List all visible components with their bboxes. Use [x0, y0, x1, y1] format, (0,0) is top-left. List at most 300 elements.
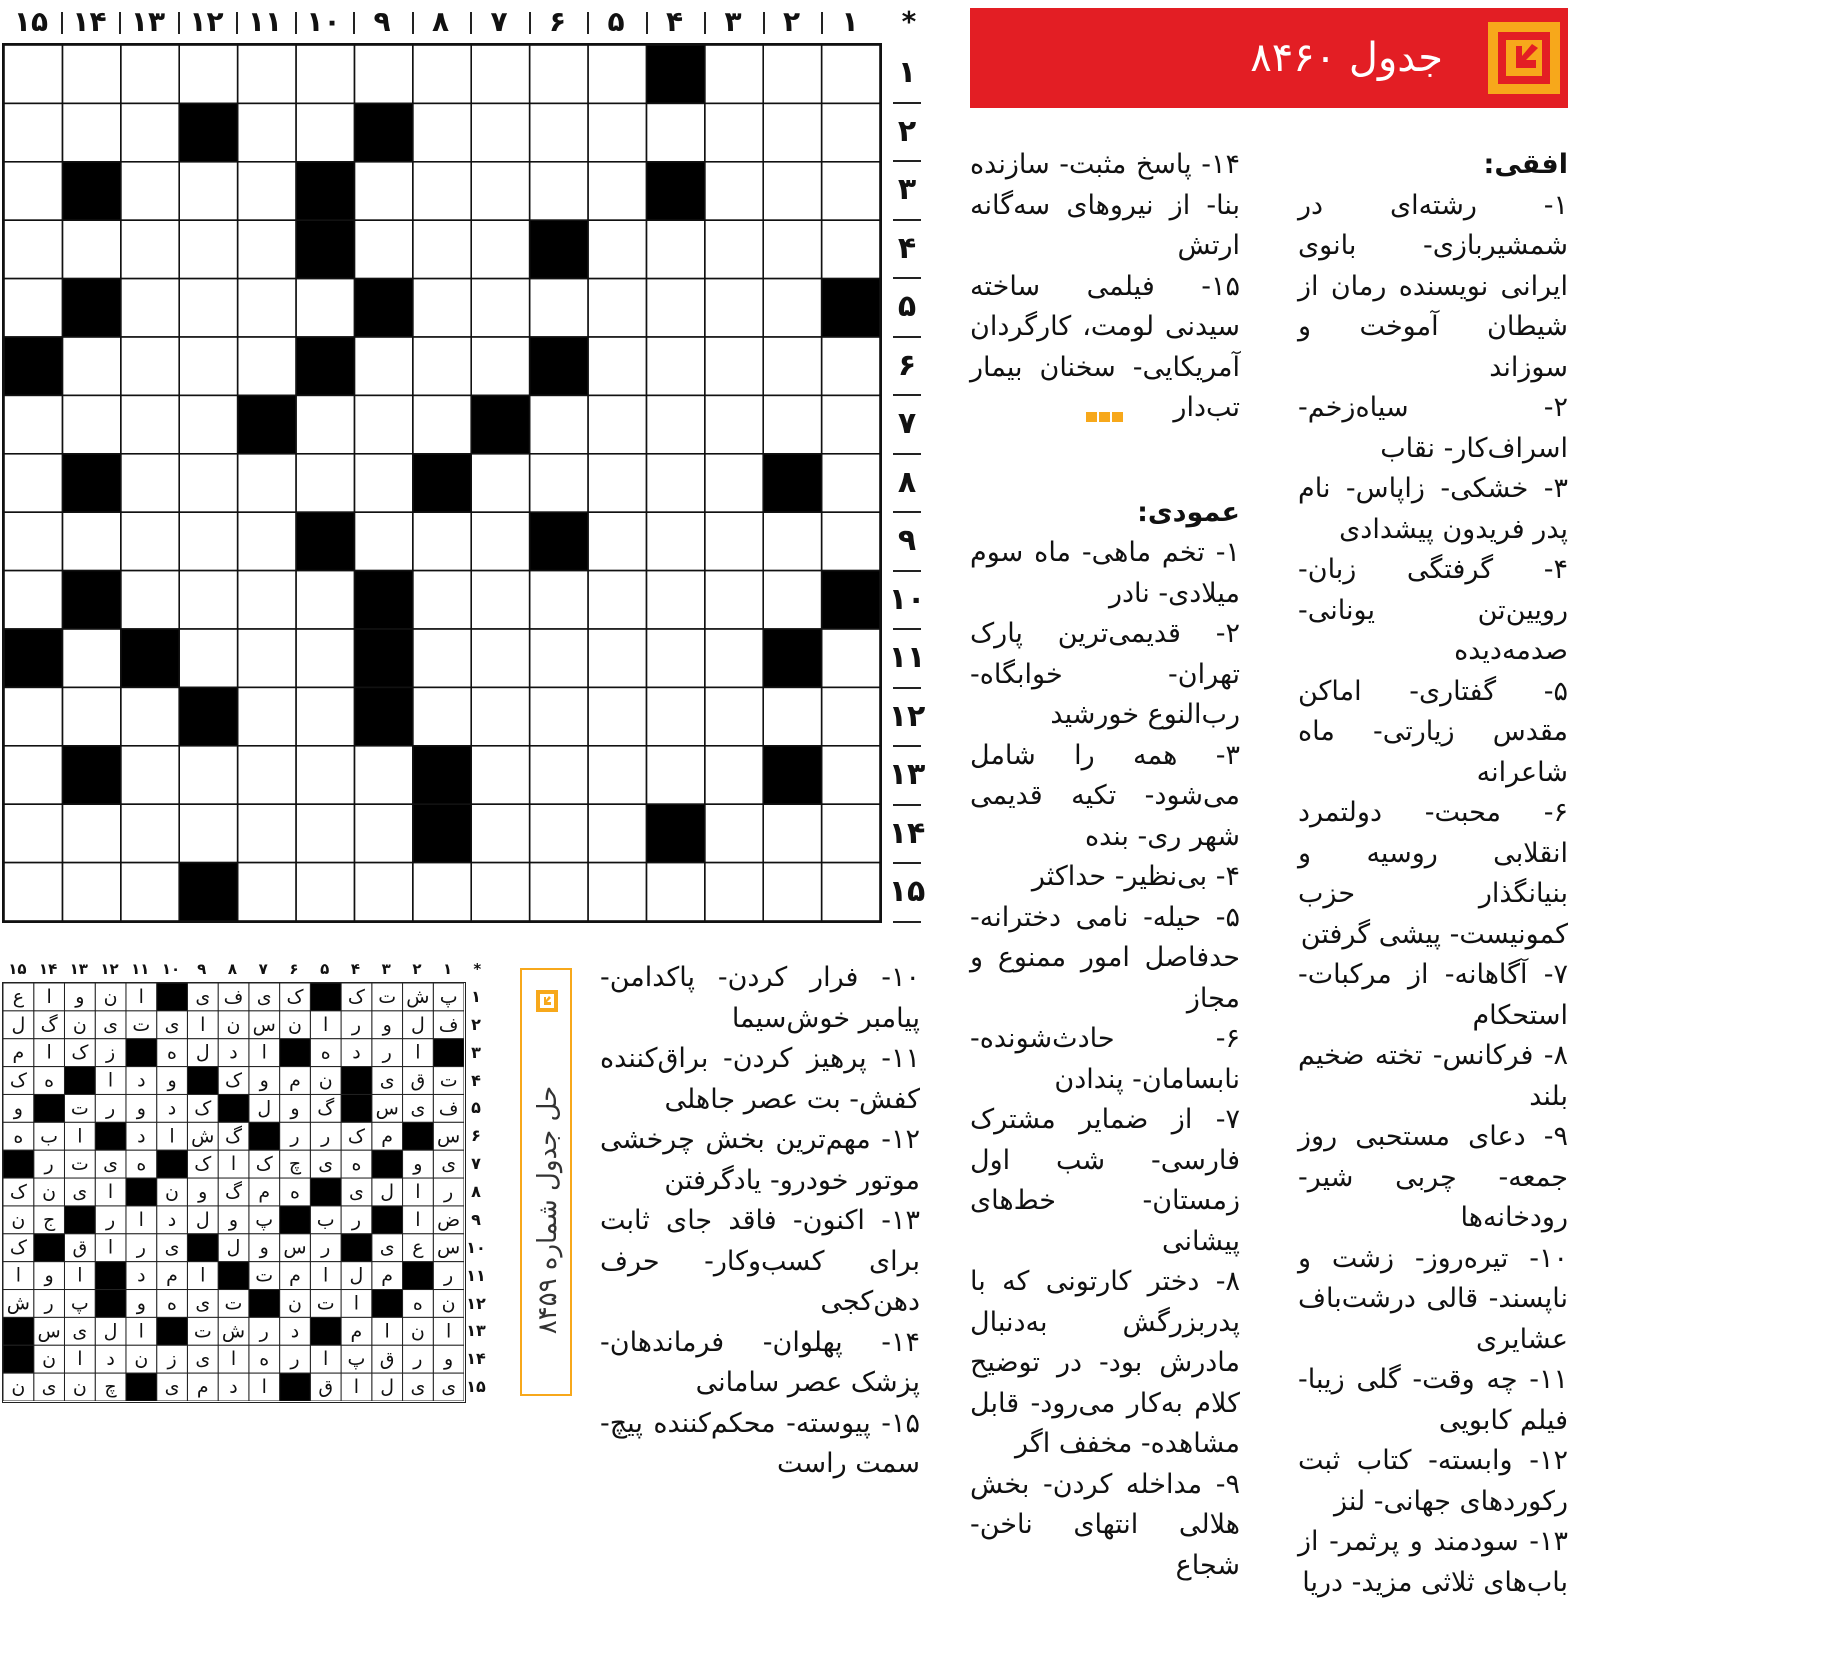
empty-cell[interactable]	[238, 279, 296, 337]
empty-cell[interactable]	[705, 687, 763, 745]
empty-cell[interactable]	[238, 45, 296, 103]
solution-row-number: ۱۵	[466, 1377, 486, 1397]
empty-cell[interactable]	[705, 45, 763, 103]
vertical-clue: ۱۰- فرار کردن- پاکدامن- پیامبر خوش‌سیما	[600, 962, 920, 1034]
black-cell	[4, 629, 62, 687]
empty-cell[interactable]	[763, 45, 821, 103]
empty-cell[interactable]	[413, 629, 471, 687]
empty-cell[interactable]	[763, 162, 821, 220]
empty-cell[interactable]	[822, 337, 880, 395]
empty-cell[interactable]	[588, 162, 646, 220]
empty-cell[interactable]	[588, 220, 646, 278]
corner-star: *	[901, 5, 917, 38]
solution-letter: ی	[379, 1236, 395, 1259]
solution-letter: ی	[164, 1376, 180, 1399]
empty-cell[interactable]	[646, 863, 704, 921]
empty-cell[interactable]	[354, 863, 412, 921]
empty-cell[interactable]	[822, 45, 880, 103]
empty-cell[interactable]	[354, 746, 412, 804]
empty-cell[interactable]	[646, 220, 704, 278]
empty-cell[interactable]	[62, 220, 120, 278]
solution-letter: ر	[351, 1208, 362, 1231]
empty-cell[interactable]	[179, 571, 237, 629]
empty-cell[interactable]	[413, 512, 471, 570]
solution-column-number: ۸	[227, 960, 238, 978]
empty-cell[interactable]	[4, 687, 62, 745]
solution-black-cell	[95, 1262, 126, 1290]
empty-cell[interactable]	[413, 687, 471, 745]
empty-cell[interactable]	[121, 162, 179, 220]
empty-cell[interactable]	[763, 804, 821, 862]
empty-cell[interactable]	[296, 746, 354, 804]
empty-cell[interactable]	[763, 395, 821, 453]
empty-cell[interactable]	[471, 45, 529, 103]
empty-cell[interactable]	[588, 512, 646, 570]
solution-letter: ل	[380, 1181, 395, 1203]
solution-letter: ز	[105, 1041, 116, 1064]
solution-row-number: ۴	[471, 1070, 481, 1090]
empty-cell[interactable]	[588, 45, 646, 103]
empty-cell[interactable]	[646, 454, 704, 512]
solution-letter: ا	[323, 1348, 329, 1371]
solution-letter: و	[382, 1013, 392, 1036]
horizontal-clue: ۸- فرکانس- تخته ضخیم بلند	[1298, 1040, 1568, 1112]
empty-cell[interactable]	[530, 454, 588, 512]
empty-cell[interactable]	[822, 629, 880, 687]
empty-cell[interactable]	[588, 863, 646, 921]
solution-letter: ل	[410, 1013, 425, 1036]
empty-cell[interactable]	[296, 629, 354, 687]
empty-cell[interactable]	[471, 103, 529, 161]
empty-cell[interactable]	[121, 103, 179, 161]
solution-letter: ه	[167, 1292, 178, 1315]
empty-cell[interactable]	[763, 220, 821, 278]
empty-cell[interactable]	[763, 279, 821, 337]
empty-cell[interactable]	[121, 279, 179, 337]
empty-cell[interactable]	[4, 512, 62, 570]
empty-cell[interactable]	[179, 337, 237, 395]
empty-cell[interactable]	[4, 863, 62, 921]
solution-letter: ر	[44, 1153, 54, 1176]
empty-cell[interactable]	[822, 863, 880, 921]
empty-cell[interactable]	[471, 746, 529, 804]
solution-row-number: ۱	[471, 987, 481, 1006]
clues-column-left	[600, 958, 920, 1485]
solution-black-cell	[126, 1373, 157, 1401]
solution-letter: ن	[11, 1208, 26, 1231]
empty-cell[interactable]	[471, 162, 529, 220]
solution-letter: ض	[437, 1208, 461, 1231]
solution-row-number: ۷	[471, 1154, 481, 1174]
column-number: ۱۵	[13, 5, 49, 38]
empty-cell[interactable]	[763, 571, 821, 629]
empty-cell[interactable]	[471, 279, 529, 337]
solution-letter: ی	[379, 1069, 395, 1092]
empty-cell[interactable]	[121, 571, 179, 629]
empty-cell[interactable]	[238, 746, 296, 804]
empty-cell[interactable]	[296, 571, 354, 629]
empty-cell[interactable]	[4, 454, 62, 512]
empty-cell[interactable]	[588, 571, 646, 629]
empty-cell[interactable]	[354, 804, 412, 862]
empty-cell[interactable]	[705, 863, 763, 921]
empty-cell[interactable]	[121, 45, 179, 103]
solution-black-cell	[280, 1373, 311, 1401]
empty-cell[interactable]	[4, 746, 62, 804]
empty-cell[interactable]	[705, 337, 763, 395]
empty-cell[interactable]	[62, 103, 120, 161]
empty-cell[interactable]	[179, 512, 237, 570]
empty-cell[interactable]	[646, 746, 704, 804]
empty-cell[interactable]	[646, 337, 704, 395]
empty-cell[interactable]	[413, 162, 471, 220]
empty-cell[interactable]	[121, 220, 179, 278]
empty-cell[interactable]	[646, 687, 704, 745]
empty-cell[interactable]	[763, 512, 821, 570]
empty-cell[interactable]	[296, 45, 354, 103]
solution-letter: ک	[224, 1069, 243, 1092]
solution-letter: گ	[40, 1013, 58, 1036]
solution-letter: ی	[72, 1320, 88, 1343]
empty-cell[interactable]	[705, 629, 763, 687]
empty-cell[interactable]	[530, 103, 588, 161]
empty-cell[interactable]	[413, 571, 471, 629]
solution-letter: ک	[194, 1153, 212, 1176]
solution-letter: ا	[323, 1264, 329, 1287]
empty-cell[interactable]	[530, 687, 588, 745]
column-numbers	[0, 2, 920, 42]
solution-letter: ج	[42, 1208, 56, 1231]
black-cell	[646, 162, 704, 220]
empty-cell[interactable]	[763, 337, 821, 395]
empty-cell[interactable]	[354, 162, 412, 220]
solution-letter: ل	[195, 1208, 210, 1231]
empty-cell[interactable]	[413, 279, 471, 337]
empty-cell[interactable]	[705, 279, 763, 337]
empty-cell[interactable]	[62, 804, 120, 862]
solution-letter: ر	[105, 1097, 116, 1120]
solution-letter: ر	[444, 1181, 454, 1203]
solution-letter: ت	[224, 1292, 243, 1315]
empty-cell[interactable]	[530, 279, 588, 337]
empty-cell[interactable]	[530, 863, 588, 921]
empty-cell[interactable]	[238, 337, 296, 395]
empty-cell[interactable]	[588, 746, 646, 804]
empty-cell[interactable]	[471, 804, 529, 862]
empty-cell[interactable]	[646, 103, 704, 161]
solution-letter: ا	[230, 1153, 237, 1176]
empty-cell[interactable]	[763, 103, 821, 161]
solution-letter: د	[137, 1069, 146, 1092]
column-number-separator	[412, 12, 414, 34]
solution-letter: ش	[6, 1292, 30, 1315]
empty-cell[interactable]	[705, 804, 763, 862]
black-cell	[121, 629, 179, 687]
row-number: ۲	[897, 113, 917, 149]
solution-letter: ه	[289, 1181, 300, 1203]
empty-cell[interactable]	[4, 395, 62, 453]
empty-cell[interactable]	[471, 512, 529, 570]
empty-cell[interactable]	[588, 687, 646, 745]
empty-cell[interactable]	[705, 454, 763, 512]
empty-cell[interactable]	[296, 103, 354, 161]
empty-cell[interactable]	[62, 512, 120, 570]
solution-letter: گ	[317, 1097, 335, 1120]
empty-cell[interactable]	[471, 687, 529, 745]
empty-cell[interactable]	[413, 863, 471, 921]
empty-cell[interactable]	[705, 571, 763, 629]
solution-letter: ی	[103, 1013, 119, 1036]
empty-cell[interactable]	[121, 454, 179, 512]
empty-cell[interactable]	[471, 571, 529, 629]
black-cell	[296, 337, 354, 395]
empty-cell[interactable]	[354, 395, 412, 453]
solution-letter: م	[258, 1181, 271, 1203]
empty-cell[interactable]	[238, 103, 296, 161]
solution-letter: م	[166, 1264, 178, 1287]
empty-cell[interactable]	[822, 804, 880, 862]
empty-cell[interactable]	[588, 337, 646, 395]
empty-cell[interactable]	[238, 571, 296, 629]
empty-cell[interactable]	[4, 45, 62, 103]
solution-black-cell	[341, 1094, 372, 1122]
empty-cell[interactable]	[238, 512, 296, 570]
empty-cell[interactable]	[238, 863, 296, 921]
empty-cell[interactable]	[530, 162, 588, 220]
solution-column-number: ۲	[412, 960, 422, 978]
empty-cell[interactable]	[822, 162, 880, 220]
black-cell	[763, 629, 821, 687]
empty-cell[interactable]	[238, 162, 296, 220]
horizontal-clue: ۲- سیاه‌زخم- اسراف‌کار- نقاب	[1298, 392, 1568, 464]
empty-cell[interactable]	[62, 687, 120, 745]
empty-cell[interactable]	[705, 512, 763, 570]
empty-cell[interactable]	[705, 395, 763, 453]
solution-letter: ر	[259, 1320, 269, 1343]
solution-letter: ت	[439, 1069, 458, 1092]
solution-letter: ب	[316, 1208, 335, 1231]
empty-cell[interactable]	[413, 337, 471, 395]
solution-letter: و	[136, 1292, 146, 1315]
empty-cell[interactable]	[471, 629, 529, 687]
row-number: ۹	[897, 523, 917, 558]
empty-cell[interactable]	[296, 687, 354, 745]
empty-cell[interactable]	[354, 45, 412, 103]
empty-cell[interactable]	[238, 687, 296, 745]
empty-cell[interactable]	[413, 395, 471, 453]
empty-cell[interactable]	[588, 804, 646, 862]
solution-letter: ر	[382, 1041, 392, 1064]
empty-cell[interactable]	[121, 395, 179, 453]
solution-letter: ف	[438, 1013, 459, 1036]
solution-letter: گ	[224, 1125, 243, 1148]
solution-letter: د	[167, 1097, 177, 1120]
empty-cell[interactable]	[530, 629, 588, 687]
row-number: ۴	[897, 230, 917, 266]
empty-cell[interactable]	[179, 45, 237, 103]
solution-letter: ز	[167, 1348, 177, 1371]
empty-cell[interactable]	[179, 220, 237, 278]
empty-cell[interactable]	[121, 687, 179, 745]
empty-cell[interactable]	[822, 454, 880, 512]
empty-cell[interactable]	[179, 804, 237, 862]
solution-letter: چ	[104, 1376, 117, 1399]
vertical-clue: ۹- مداخله کردن- بخش هلالی انتهای ناخن- شجاع	[970, 1468, 1240, 1581]
solution-letter: ه	[351, 1153, 362, 1176]
solution-letter: ن	[72, 1013, 87, 1036]
empty-cell[interactable]	[588, 279, 646, 337]
empty-cell[interactable]	[179, 279, 237, 337]
empty-cell[interactable]	[238, 220, 296, 278]
solution-letter: س	[283, 1236, 307, 1259]
empty-cell[interactable]	[354, 337, 412, 395]
empty-cell[interactable]	[4, 571, 62, 629]
empty-cell[interactable]	[296, 395, 354, 453]
empty-cell[interactable]	[354, 454, 412, 512]
solution-column-number: ۶	[289, 960, 299, 978]
solution-letter: و	[259, 1069, 269, 1092]
column-number: ۷	[490, 5, 508, 38]
empty-cell[interactable]	[62, 629, 120, 687]
empty-cell[interactable]	[121, 746, 179, 804]
empty-cell[interactable]	[822, 746, 880, 804]
empty-cell[interactable]	[238, 804, 296, 862]
empty-cell[interactable]	[238, 629, 296, 687]
empty-cell[interactable]	[471, 220, 529, 278]
solution-letter: ر	[321, 1125, 331, 1148]
empty-cell[interactable]	[588, 629, 646, 687]
solution-column-numbers	[0, 958, 490, 980]
empty-cell[interactable]	[471, 863, 529, 921]
horizontal-clue: ۱۵- فیلمی ساخته سیدنی لومت، کارگردان آمریکایی- سخنان بیمار تب‌دار	[970, 270, 1240, 423]
empty-cell[interactable]	[354, 512, 412, 570]
empty-cell[interactable]	[646, 395, 704, 453]
empty-cell[interactable]	[4, 279, 62, 337]
empty-cell[interactable]	[530, 395, 588, 453]
empty-cell[interactable]	[4, 103, 62, 161]
empty-cell[interactable]	[296, 279, 354, 337]
solution-letter: م	[289, 1069, 301, 1092]
solution-letter: ی	[348, 1181, 364, 1203]
empty-cell[interactable]	[413, 45, 471, 103]
black-cell	[646, 45, 704, 103]
solution-black-cell	[126, 1039, 157, 1067]
empty-cell[interactable]	[179, 395, 237, 453]
empty-cell[interactable]	[705, 103, 763, 161]
empty-cell[interactable]	[588, 454, 646, 512]
empty-cell[interactable]	[62, 395, 120, 453]
empty-cell[interactable]	[822, 687, 880, 745]
empty-cell[interactable]	[646, 512, 704, 570]
solution-letter: ا	[138, 985, 144, 1008]
empty-cell[interactable]	[646, 279, 704, 337]
empty-cell[interactable]	[822, 220, 880, 278]
solution-letter: ی	[410, 1097, 426, 1120]
empty-cell[interactable]	[705, 746, 763, 804]
empty-cell[interactable]	[296, 804, 354, 862]
empty-cell[interactable]	[121, 512, 179, 570]
empty-cell[interactable]	[62, 337, 120, 395]
solution-letter: ن	[318, 1069, 333, 1092]
empty-cell[interactable]	[296, 454, 354, 512]
black-cell	[530, 220, 588, 278]
empty-cell[interactable]	[705, 220, 763, 278]
empty-cell[interactable]	[646, 629, 704, 687]
empty-cell[interactable]	[413, 103, 471, 161]
solution-letter: ت	[255, 1264, 274, 1287]
solution-label: حل جدول شماره ۸۴۵۹	[533, 1085, 563, 1335]
empty-cell[interactable]	[296, 863, 354, 921]
empty-cell[interactable]	[121, 863, 179, 921]
solution-letter: ا	[384, 1320, 390, 1343]
solution-letter: ر	[290, 1125, 300, 1148]
solution-letter: ه	[136, 1153, 147, 1176]
empty-cell[interactable]	[179, 454, 237, 512]
solution-black-cell	[95, 1290, 126, 1318]
empty-cell[interactable]	[238, 454, 296, 512]
empty-cell[interactable]	[4, 162, 62, 220]
empty-cell[interactable]	[121, 804, 179, 862]
empty-cell[interactable]	[705, 162, 763, 220]
empty-cell[interactable]	[530, 804, 588, 862]
empty-cell[interactable]	[354, 220, 412, 278]
vertical-clue: ۱۵- پیوسته- محکم‌کننده پیچ- سمت راست	[600, 1407, 920, 1479]
empty-cell[interactable]	[121, 337, 179, 395]
empty-cell[interactable]	[179, 629, 237, 687]
solution-letter: ی	[103, 1153, 119, 1176]
solution-row-number: ۱۲	[466, 1293, 486, 1313]
solution-black-cell	[310, 1178, 341, 1206]
empty-cell[interactable]	[62, 45, 120, 103]
empty-cell[interactable]	[646, 571, 704, 629]
solution-black-cell	[218, 1262, 249, 1290]
solution-letter: ت	[132, 1013, 151, 1036]
empty-cell[interactable]	[471, 337, 529, 395]
empty-cell[interactable]	[822, 395, 880, 453]
empty-cell[interactable]	[530, 571, 588, 629]
vertical-clue: ۲- قدیمی‌ترین پارک تهران- خوابگاه- رب‌النوع خورشید	[970, 618, 1240, 730]
solution-letter: م	[12, 1041, 25, 1064]
empty-cell[interactable]	[179, 162, 237, 220]
empty-cell[interactable]	[530, 746, 588, 804]
solution-letter: و	[198, 1181, 208, 1203]
empty-cell[interactable]	[763, 863, 821, 921]
empty-cell[interactable]	[588, 103, 646, 161]
empty-cell[interactable]	[822, 512, 880, 570]
empty-cell[interactable]	[763, 687, 821, 745]
solution-letter: و	[136, 1097, 146, 1120]
column-number: ۱۱	[247, 5, 283, 38]
empty-cell[interactable]	[588, 395, 646, 453]
empty-cell[interactable]	[4, 804, 62, 862]
solution-row-number: ۱۳	[466, 1321, 486, 1341]
empty-cell[interactable]	[4, 220, 62, 278]
empty-cell[interactable]	[62, 863, 120, 921]
solution-black-cell	[372, 1290, 403, 1318]
solution-black-cell	[249, 1122, 280, 1150]
column-number-separator	[587, 12, 589, 34]
solution-letter: ی	[195, 1292, 211, 1315]
solution-letter: د	[229, 1041, 238, 1064]
empty-cell[interactable]	[179, 746, 237, 804]
empty-cell[interactable]	[413, 220, 471, 278]
empty-cell[interactable]	[471, 454, 529, 512]
solution-column-number: ۱	[443, 960, 453, 978]
column-number-separator	[529, 12, 531, 34]
column-number-separator	[704, 12, 706, 34]
empty-cell[interactable]	[822, 103, 880, 161]
empty-cell[interactable]	[530, 45, 588, 103]
